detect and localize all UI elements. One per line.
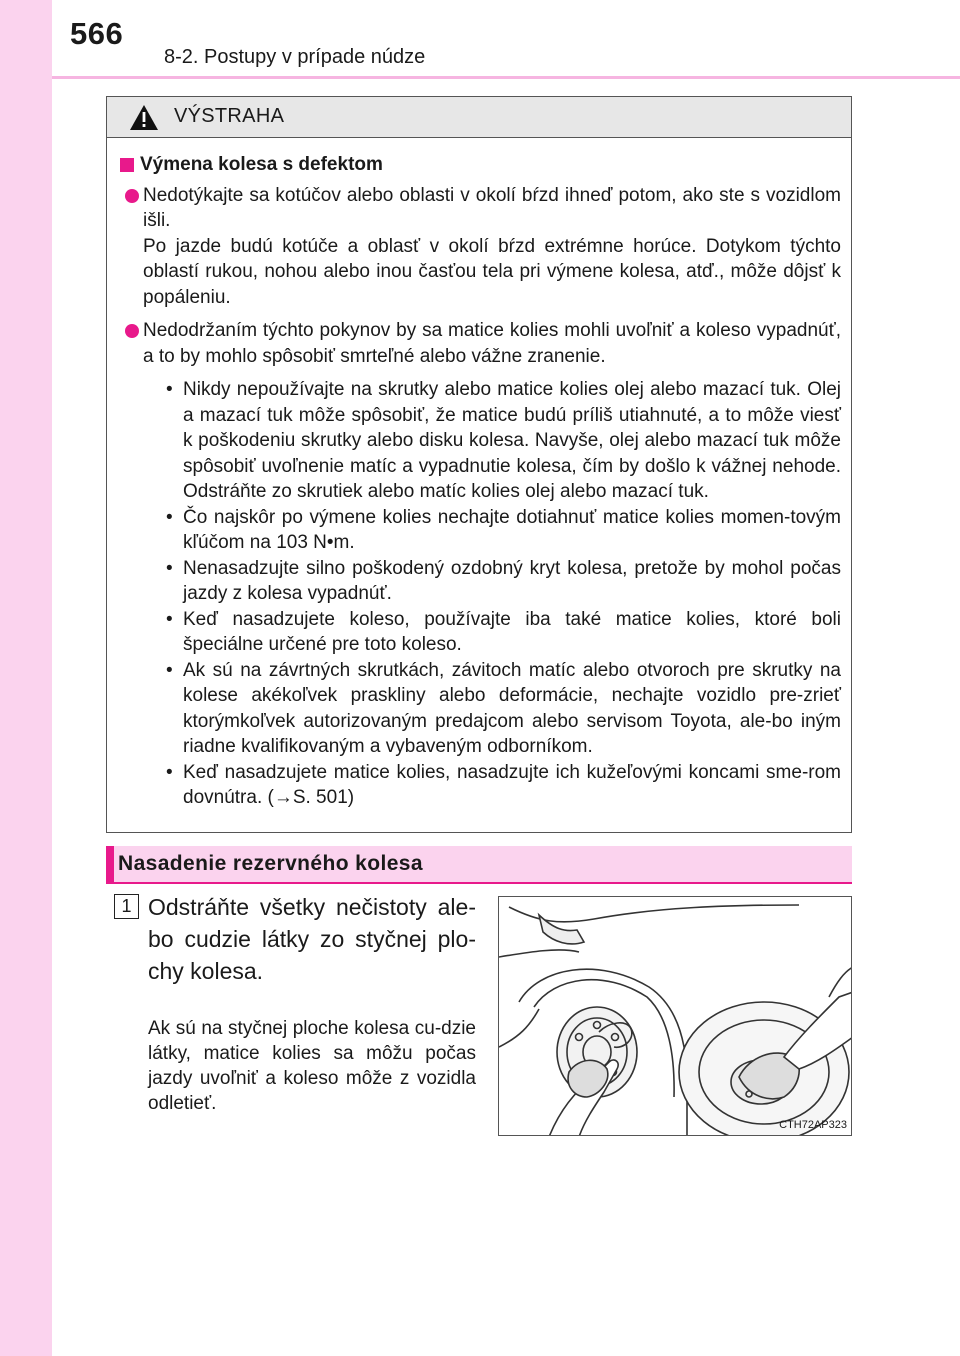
section-heading-bar	[106, 846, 852, 884]
circle-bullet-icon	[125, 189, 139, 203]
bullet-dot-icon: •	[166, 557, 173, 579]
warning-header	[107, 97, 851, 138]
step-number: 1	[114, 894, 139, 919]
step-instruction: Odstráňte všetky nečistoty ale-bo cudzie látky zo styčnej plo-chy kolesa.	[148, 894, 476, 984]
warning-body	[107, 138, 851, 811]
sub-list-item: • Nenasadzujte silno poškodený ozdobný kryt kolesa, pretože by mohol počas jazdy z kolesa vypadnúť.	[166, 557, 841, 604]
warning-label: VÝSTRAHA	[174, 105, 285, 127]
warning-item-paragraph: Po jazde budú kotúče a oblasť v okolí bŕzd extrémne horúce. Dotykom týchto oblastí rukou, nohou alebo inou časťou tela pri výmene kolesa, atď., môže dôjsť k popáleniu.	[143, 235, 841, 308]
sub-list-item: • Keď nasadzujete koleso, používajte iba také matice kolies, ktoré boli špeciálne určené pre toto koleso.	[166, 608, 841, 655]
warning-item	[119, 183, 841, 311]
warning-box	[106, 96, 852, 833]
bullet-dot-icon: •	[166, 761, 173, 783]
warning-item-paragraph: Nedodržaním týchto pokynov by sa matice kolies mohli uvoľniť a koleso vypadnúť, a to by mohlo spôsobiť smrteľné alebo vážne zranenie.	[143, 320, 841, 367]
bullet-dot-icon: •	[166, 379, 173, 400]
sub-list-item: • Keď nasadzujete matice kolies, nasadzujte ich kužeľovými koncami sme-rom dovnútra. (→S. 501)	[166, 761, 841, 808]
sub-list-item: • Nikdy nepoužívajte na skrutky alebo matice kolies olej alebo mazací tuk. Olej a mazací tuk môže spôsobiť, že matice budú príliš utiahnuté, a to môže viesť k poškodeniu skrutky alebo disku kolesa. Navyše, olej alebo mazací tuk môže spôsobiť uvoľnenie matíc a vypadnutie kolesa, čím by došlo k vážnej nehode. Odstráňte zo skrutiek alebo matíc kolies olej alebo mazací tuk.	[166, 379, 841, 502]
step-detail: Ak sú na styčnej ploche kolesa cu-dzie látky, matice kolies sa môžu počas jazdy uvoľniť a koleso môže z vozidla odletieť.	[148, 1018, 476, 1114]
illustration-code: CTH72AP323	[779, 1119, 847, 1131]
warning-heading-text: Výmena kolesa s defektom	[140, 154, 383, 175]
header-divider	[52, 76, 960, 79]
sub-list-item: • Ak sú na závrtných skrutkách, závitoch matíc alebo otvoroch pre skrutky na kolese akékoľvek praskliny alebo deformácie, nechajte vozidlo pre-zrieť ktorýmkoľvek autorizovaným predajcom alebo servisom Toyota, ale-bo iným riadne kvalifikovaným a vybaveným odborníkom.	[166, 659, 841, 757]
warning-sub-list	[119, 377, 841, 811]
chapter-title: 8-2. Postupy v prípade núdze	[164, 46, 426, 68]
warning-item	[119, 318, 841, 369]
circle-bullet-icon	[125, 324, 139, 338]
warning-item-paragraph: Nedotýkajte sa kotúčov alebo oblasti v okolí bŕzd ihneď potom, ako ste s vozidlom išli.	[143, 184, 841, 231]
bullet-dot-icon: •	[166, 659, 173, 681]
wheel-illustration-image	[499, 897, 852, 1136]
warning-triangle-icon	[129, 104, 159, 131]
wheel-cleaning-illustration	[498, 896, 852, 1136]
section-heading: Nasadenie rezervného kolesa	[118, 852, 423, 875]
warning-heading	[119, 152, 841, 178]
square-bullet-icon	[120, 158, 134, 172]
page-number: 566	[70, 16, 124, 51]
page-side-band	[0, 0, 52, 1356]
bullet-dot-icon: •	[166, 506, 173, 528]
sub-list-item: • Čo najskôr po výmene kolies nechajte dotiahnuť matice kolies momen-tovým kľúčom na 103 N•m.	[166, 506, 841, 553]
bullet-dot-icon: •	[166, 608, 173, 630]
